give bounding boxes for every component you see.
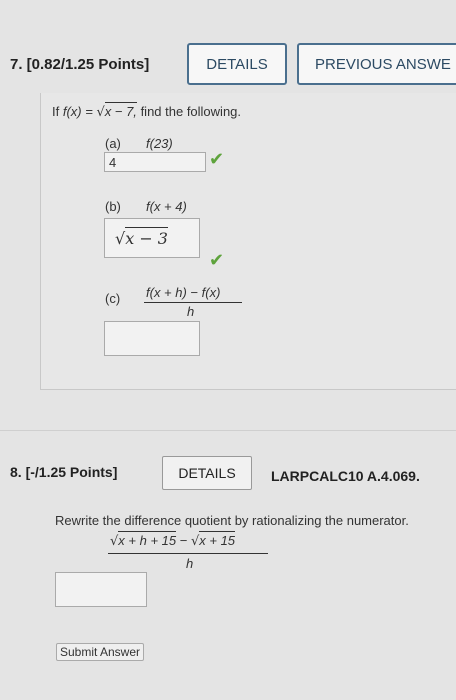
sqrt-icon: √	[190, 534, 200, 549]
prompt-fx: f(x) =	[62, 104, 93, 119]
q8-answer-field[interactable]	[55, 572, 147, 607]
sqrt-icon: √	[96, 105, 105, 120]
part-a-answer: 4	[109, 155, 117, 170]
prompt-root: x − 7,	[104, 104, 137, 119]
details-button[interactable]: DETAILS	[162, 456, 252, 490]
q8-root-1: x + h + 15	[118, 533, 177, 548]
part-c-answer-field[interactable]	[104, 321, 200, 356]
q8-root-2: x + 15	[199, 533, 236, 548]
fraction-line	[108, 553, 268, 554]
q8-numerator	[110, 533, 235, 549]
fraction-line	[144, 302, 242, 303]
previous-answers-button[interactable]: PREVIOUS ANSWE	[297, 43, 456, 85]
q7-header: 7. [0.82/1.25 Points]	[10, 56, 150, 73]
check-icon: ✔	[209, 250, 225, 270]
q8-header: 8. [-/1.25 Points]	[10, 464, 118, 480]
check-icon: ✔	[209, 149, 225, 169]
q8-denominator: h	[186, 556, 194, 571]
part-c-label: (c)	[105, 291, 121, 306]
part-b-label: (b)	[105, 199, 121, 214]
part-b-answer-root: x − 3	[125, 229, 168, 248]
part-a-expr: f(23)	[146, 136, 173, 151]
details-button[interactable]: DETAILS	[187, 43, 287, 85]
q8-minus: −	[179, 533, 188, 548]
part-c-numerator: f(x + h) − f(x)	[146, 285, 221, 300]
part-a-answer-field[interactable]	[104, 152, 206, 172]
sqrt-icon: √	[115, 229, 126, 248]
part-b-expr: f(x + 4)	[146, 199, 187, 214]
q8-reference: LARPCALC10 A.4.069.	[271, 468, 420, 484]
prompt-rest: find the following.	[140, 104, 242, 119]
divider	[0, 430, 456, 431]
submit-answer-button[interactable]: Submit Answer	[56, 643, 144, 661]
part-a-label: (a)	[105, 136, 121, 151]
sqrt-icon: √	[110, 534, 119, 549]
q8-prompt: Rewrite the difference quotient by rationalizing the numerator.	[55, 513, 409, 528]
part-c-denominator: h	[187, 304, 195, 319]
part-b-answer-field[interactable]	[104, 218, 200, 258]
q7-panel	[40, 93, 456, 390]
q7-prompt	[52, 104, 241, 120]
prompt-if: If	[52, 104, 60, 119]
